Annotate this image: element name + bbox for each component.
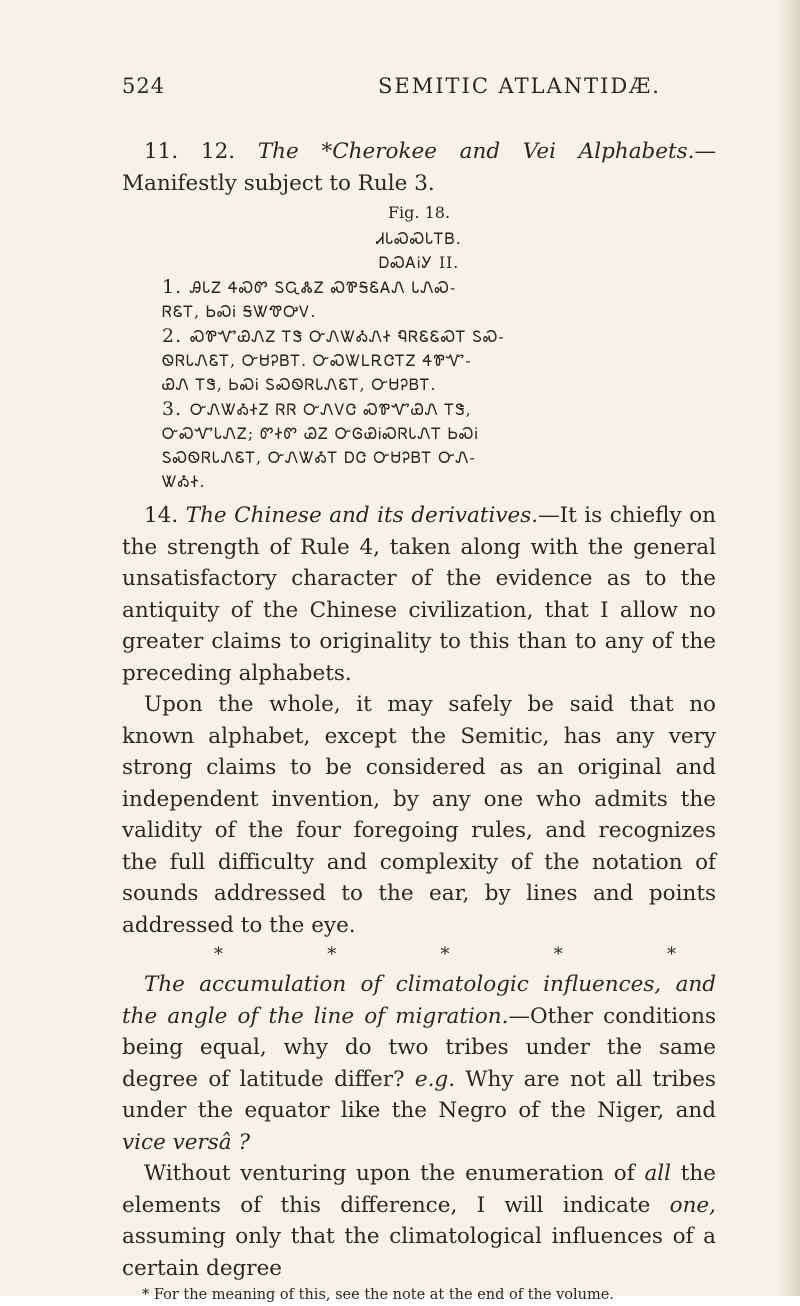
item-number: 2. [162, 325, 183, 347]
page-number: 524 [122, 74, 166, 98]
page-edge-shadow [776, 0, 800, 1296]
section-text: Why are not all tribes under the equator like the Negro of the Niger, and [122, 1066, 716, 1123]
cherokee-item-3 [122, 397, 716, 422]
figure-label: Fig. 18. [387, 203, 451, 222]
emphasis-all: all [644, 1161, 672, 1186]
cherokee-line: ᏫᏒᏓᏁᏋᎢ, ᏅᏌᎮᏴᎢ. ᏅᏍᏔᏞᎡᏣᎢᏃ ᏎᏈᏉ- [162, 352, 472, 370]
asterisk: * [214, 944, 223, 965]
cherokee-line: ᏔᎣᏐ. [162, 473, 206, 491]
text-run: assuming only that the climatological influences of a certain degree [122, 1224, 716, 1281]
cherokee-line: ᏅᏍᏉᏓᏁᏃ; ᏛᏐᏛ ᏊᏃ ᏅᎶᏯᎥᏍᏒᏓᏁᎢ ᏏᏍᎥ [162, 425, 479, 443]
footnote: * For the meaning of this, see the note at the end of the volume. [142, 1287, 614, 1303]
section-number: 11. 12. [144, 139, 236, 164]
text-run: Without venturing upon the enumeration of [144, 1161, 635, 1186]
section-title: The Chinese and its derivatives. [185, 503, 539, 528]
cherokee-text-figure [122, 227, 716, 494]
running-title: SEMITIC ATLANTIDÆ. [378, 74, 661, 98]
cherokee-line: ᏚᏍᏫᏒᏓᏁᏋᎢ, ᏅᏁᏔᎣᎢ ᎠᏣ ᏅᏌᎮᏴᎢ ᏅᏁ- [162, 449, 476, 467]
paragraph-without-venturing [122, 1158, 716, 1284]
paragraph-cherokee-vei [122, 136, 716, 199]
cherokee-line: ᏒᏋᎢ, ᏏᏍᎥ ᎦᏔᏡᎤᏙ. [162, 303, 317, 321]
cherokee-line: ᏯᏁ ᎢᏕ, ᏏᏍᎥ ᏚᏍᏫᏒᏓᏁᏋᎢ, ᏅᏌᎮᏴᎢ. [162, 376, 437, 394]
asterisk: * [327, 944, 337, 965]
section-text: —Manifestly subject to Rule 3. [122, 139, 717, 196]
section-text: —Other conditions being equal, why do two tribes under the same degree of latitude differ? [122, 1003, 716, 1092]
section-number: 14. [144, 503, 179, 528]
paragraph-chinese [122, 500, 716, 689]
section-title: The accumulation of climatologic influences, and the angle of the line of migration. [122, 972, 716, 1029]
text-run: the elements of this difference, I will indicate [122, 1161, 716, 1218]
emphasis-one: one, [669, 1192, 716, 1218]
section-text: —It is chiefly on the strength of Rule 4, taken along with the general unsatisfactory character of the evidence as to the antiquity of the Chinese civilization, that I allow no greater claims to originality to this than to any of the preceding alphabets. [122, 503, 716, 686]
asterisk: * [667, 944, 676, 965]
cherokee-line: ᏍᏈᏉᏯᏁᏃ ᎢᏕ ᏅᏁᏔᎣᏁᏐ ᏄᏒᏋᏋᏍᎢ ᏚᏍ- [190, 328, 505, 346]
cherokee-line: ᏗᏓᏍᏍᏓᎢᏴ. [376, 230, 462, 248]
cherokee-line: ᏅᏁᏔᎣᏐᏃ ᏒᏒ ᏅᏁᏙᏣ ᏍᏈᏉᏯᏁ ᎢᏕ, [190, 401, 472, 419]
cherokee-line: ᎠᏍᎪᎥᎩ II. [378, 254, 460, 272]
page-body [122, 136, 716, 1306]
cherokee-item-2 [122, 324, 716, 349]
asterisk: * [440, 944, 450, 965]
cherokee-line: ᎯᏓᏃ ᏎᏍᏛ ᏚᏩᏜᏃ ᏍᏈᎦᏋᎪᏁ ᏓᏁᏍ- [190, 279, 457, 297]
section-divider [122, 941, 716, 969]
item-number: 3. [162, 398, 183, 420]
asterisk: * [553, 944, 563, 965]
vice-versa: vice versâ ? [122, 1129, 250, 1155]
paragraph-climatologic [122, 969, 716, 1158]
eg-abbrev: e.g. [414, 1066, 456, 1092]
paragraph-upon-the-whole: Upon the whole, it may safely be said that no known alphabet, except the Semitic, has any very strong claims to be considered as an original and independent invention, by any one who admits the validity of the four foregoing rules, and recognizes the full difficulty and complexity of the notation of sounds addressed to the ear, by lines and points addressed to the eye. [122, 692, 716, 938]
section-title: The *Cherokee and Vei Alphabets. [257, 139, 695, 164]
item-number: 1. [162, 276, 183, 298]
cherokee-item-1 [122, 275, 716, 300]
